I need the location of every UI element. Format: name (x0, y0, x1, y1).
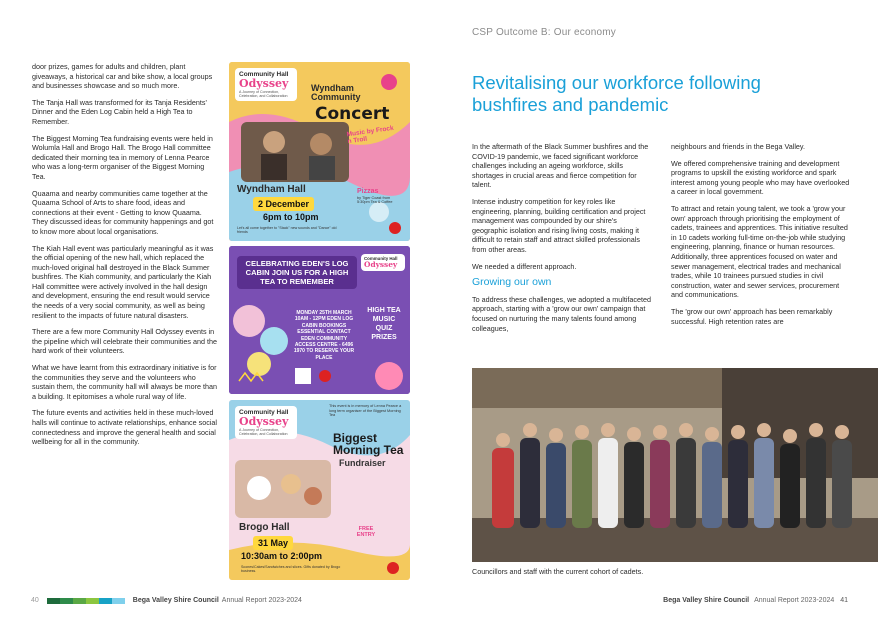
color-bar-segment (112, 598, 125, 604)
nsw-logo-icon (387, 562, 399, 574)
poster-date: 2 December (253, 197, 314, 211)
paragraph: In the aftermath of the Black Summer bushfires and the COVID-19 pandemic, we faced significant workforce challenges including an ageing workforce, skills shortages in crucial areas and fierce competition for talent. (472, 142, 649, 190)
right-text-column-2 (671, 142, 851, 333)
poster-music: Music by Frock n Troll (346, 124, 395, 146)
paragraph: We needed a different approach. (472, 261, 577, 271)
paragraph: door prizes, games for adults and children, plant giveaways, a historical car and bike show, a local groups and businesses showcase and so much more. (32, 62, 213, 91)
color-bar-segment (73, 598, 86, 604)
poster-time: 6pm to 10pm (263, 212, 319, 222)
nsw-logo-icon (319, 370, 331, 382)
footer-report: Annual Report 2023-2024 (221, 597, 302, 604)
group-photo-image (472, 368, 878, 562)
page-heading: Revitalising our workforce following bushfires and pandemic (472, 72, 761, 115)
photo-caption: Councillors and staff with the current cohort of cadets. (472, 567, 644, 576)
poster-pizza: Pizzas (357, 188, 379, 195)
poster-heading: Wyndham Community (311, 83, 361, 102)
badge-line: Community Hall (364, 256, 398, 261)
qr-code-icon (295, 368, 311, 384)
paragraph: The 'grow our own' approach has been remarkably successful. High retention rates are (671, 306, 833, 326)
paragraph: neighbours and friends in the Bega Valley. (671, 142, 805, 151)
poster-heading: CELEBRATING EDEN'S LOG CABIN JOIN US FOR A HIGH TEA TO REMEMBER (237, 256, 357, 289)
paragraph: The Biggest Morning Tea fundraising events were held in Wolumla Hall and Brogo Hall. The Brogo Hall committee dedicated their morning tea in memory of Lenna Pearce who was a long-term organiser of the Biggest Morning Tea. (32, 133, 213, 181)
left-footer (31, 597, 302, 604)
paragraph: The Kiah Hall event was particularly meaningful as it was the official opening of the new hall, which replaced the much-loved original hall destroyed in the Black Summer bushfires. The Kiah community, and particularly the Kiah Hall committee were actively involved in the hall design and development, ensuring the end result would service the needs of a very social community, as well as being resilient to the impacts of future natural disasters. (32, 243, 214, 320)
right-page (439, 0, 878, 620)
poster-date: 31 May (253, 536, 293, 550)
right-footer (663, 597, 848, 604)
paragraph: The Tanja Hall was transformed for its Tanja Residents' Dinner and the Eden Log Cabin held a High Tea to Remember. (32, 97, 207, 126)
odyssey-badge (235, 68, 297, 101)
badge-subtitle: A Journey of Connection, Celebration, and Collaboration (239, 428, 288, 437)
badge-title: Odyssey (364, 260, 398, 269)
paragraph: We offered comprehensive training and development programs to upskill the existing workforce and spark interest among young people who may have overlooked a career in local government. (671, 158, 850, 197)
poster-note: This event is in memory of Lenna Pearce a long term organiser of the Biggest Morning Tea (329, 404, 402, 417)
poster-extras: HIGH TEA MUSIC QUIZ PRIZES (367, 307, 401, 341)
paragraph: To attract and retain young talent, we took a 'grow your own' approach through prioritising the employment of cadets, trainees and apprentices. This initiative resulted in 10 cadets working full-time on-the-job while studying engineering, planning, finance or human resources. Additionally, three apprentices focused on water and sewer management, electrical trades and mechanical trades, while 10 trainees pursued studies in civil construction, water and sewer services, procurement and communications. (671, 203, 848, 300)
group-photo (472, 368, 878, 562)
poster-title: Biggest Morning Tea (333, 431, 404, 457)
paragraph: Intense industry competition for key roles like engineering, planning, building certification and project management was compounded by our shire's geographic isolation and rising living costs, making it difficult to retain staff and attract skilled professionals from other areas. (472, 196, 646, 254)
subheading: Growing our own (472, 276, 552, 289)
badge-title: Odyssey (239, 77, 289, 90)
paragraph: To address these challenges, we adopted a multifaceted approach, starting with a 'grow our own' campaign that focused on nurturing the many talents found among colleagues, (472, 294, 652, 333)
color-bar-segment (60, 598, 73, 604)
badge-subtitle: A Journey of Connection, Celebration, and Collaboration (239, 90, 288, 99)
page-number: 41 (840, 597, 848, 604)
color-bar-segment (86, 598, 99, 604)
footer-report: Annual Report 2023-2024 (754, 597, 835, 604)
paragraph: There are a few more Community Hall Odyssey events in the pipeline which will celebrate their communities and the hard work of their volunteers. (32, 327, 217, 356)
poster-free-entry: FREE ENTRY (356, 526, 376, 538)
color-bar (47, 598, 125, 604)
section-label: CSP Outcome B: Our economy (472, 27, 616, 38)
color-bar-segment (99, 598, 112, 604)
poster-subtitle: Fundraiser (339, 458, 386, 468)
poster-eden-high-tea (229, 246, 410, 394)
nsw-logo-icon (389, 222, 401, 234)
poster-biggest-morning-tea (229, 400, 410, 580)
badge-line: Community Hall (239, 71, 289, 78)
odyssey-badge (235, 406, 297, 439)
poster-pizza-note: by Tiger Coast from 5:30pm Tea & Coffee (357, 196, 393, 205)
poster-wyndham-concert (229, 62, 410, 241)
poster-footnote: Let's all come together to "Stack" new sounds and "Dance" old friends (237, 226, 337, 235)
poster-time: 10:30am to 2:00pm (241, 551, 323, 561)
right-text-column-1 (472, 142, 652, 340)
poster-details: MONDAY 25TH MARCH 10AM - 12PM EDEN LOG CABIN BOOKINGS ESSENTIAL CONTACT EDEN COMMUNITY ACCESS CENTRE - 6496 1970 TO RESERVE YOUR PLACE (293, 310, 355, 361)
poster-title: Concert (315, 104, 390, 124)
footer-org: Bega Valley Shire Council (132, 597, 219, 604)
badge-title: Odyssey (239, 415, 289, 428)
poster-venue: Brogo Hall (239, 522, 290, 533)
badge-line: Community Hall (239, 409, 289, 416)
paragraph: What we have learnt from this extraordinary initiative is for the communities they serve and the volunteers who sustain them, the community hall will always be more than a building. It epitomises a whole rural way of life. (32, 363, 217, 401)
odyssey-badge (361, 254, 405, 271)
footer-org: Bega Valley Shire Council (663, 597, 750, 604)
paragraph: The future events and activities held in these much-loved halls will continue to activate relationships, enhance social connectedness and improve the general health and social wellbeing for all in the community. (32, 408, 217, 447)
poster-venue: Wyndham Hall (237, 184, 306, 195)
poster-footnote: Scones/Cakes/Sandwiches and slices. Gifts donated by Brogo business. (241, 565, 341, 574)
paragraph: Quaama and nearby communities came together at the Quaama School of Arts to share food, ideas and connections at their event - Getting to know Quaama. They discussed ideas for community happenings and got to know more about local organisations. (32, 188, 214, 236)
page-number: 40 (31, 597, 39, 604)
color-bar-segment (47, 598, 60, 604)
left-text-column (32, 62, 217, 454)
